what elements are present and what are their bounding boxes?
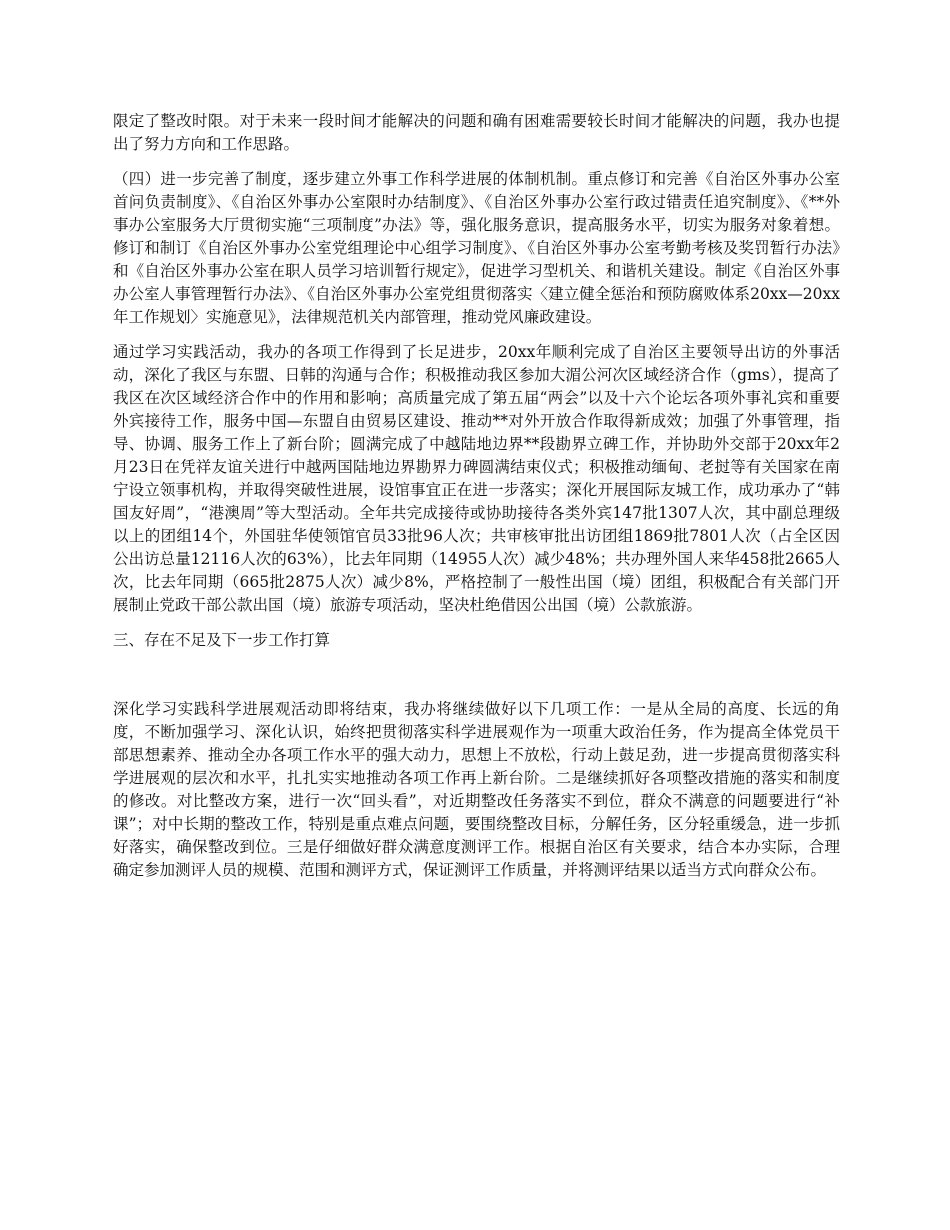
document-page: [113, 110, 840, 894]
paragraph-next-steps: 深化学习实践科学进展观活动即将结束，我办将继续做好以下几项工作：一是从全局的高度、长远的角度，不断加强学习、深化认识，始终把贯彻落实科学进展观作为一项重大政治任务，作为提高全体党员干部思想素养、推动全办各项工作水平的强大动力，思想上不放松，行动上鼓足劲，进一步提高贯彻落实科学进展观的层次和水平，扎扎实实地推动各项工作再上新台阶。二是继续抓好各项整改措施的落实和制度的修改。对比整改方案，进行一次“回头看”，对近期整改任务落实不到位，群众不满意的问题要进行“补课”；对中长期的整改工作，特别是重点难点问题，要围绕整改目标，分解任务，区分轻重缓急，进一步抓好落实，确保整改到位。三是仔细做好群众满意度测评工作。根据自治区有关要求，结合本办实际，合理确定参加测评人员的规模、范围和测评方式，保证测评工作质量，并将测评结果以适当方式向群众公布。: [113, 700, 840, 879]
paragraph-rectification-deadline: 限定了整改时限。对于未来一段时间才能解决的问题和确有困难需要较长时间才能解决的问题，我办也提出了努力方向和工作思路。: [113, 112, 840, 153]
paragraph-work-achievements: 通过学习实践活动，我办的各项工作得到了长足进步，20xx年顺利完成了自治区主要领导出访的外事活动，深化了我区与东盟、日韩的沟通与合作；积极推动我区参加大湄公河次区域经济合作（gms），提高了我区在次区域经济合作中的作用和影响；高质量完成了第五届“两会”以及十六个论坛各项外事礼宾和重要外宾接待工作，服务中国—东盟自由贸易区建设、推动**对外开放合作取得新成效；加强了外事管理，指导、协调、服务工作上了新台阶；圆满完成了中越陆地边界**段勘界立碑工作，并协助外交部于20xx年2月23日在凭祥友谊关进行中越两国陆地边界勘界力碑圆满结束仪式；积极推动缅甸、老挝等有关国家在南宁设立领事机构，并取得突破性进展，设馆事宜正在进一步落实；深化开展国际友城工作，成功承办了“韩国友好周”，“港澳周”等大型活动。全年共完成接待或协助接待各类外宾147批1307人次，其中副总理级以上的团组14个，外国驻华使领馆官员33批96人次；共审核审批出访团组1869批7801人次（占全区因公出访总量12116人次的63%），比去年同期（14955人次）减少48%；共办理外国人来华458批2665人次，比去年同期（665批2875人次）减少8%，严格控制了一般性出国（境）团组，积极配合有关部门开展制止党政干部公款出国（境）旅游专项活动，坚决杜绝借因公出国（境）公款旅游。: [113, 343, 840, 614]
section-heading: 三、存在不足及下一步工作打算: [113, 631, 331, 649]
paragraph-system-improvement: （四）进一步完善了制度，逐步建立外事工作科学进展的体制机制。重点修订和完善《自治区外事办公室首问负责制度》、《自治区外事办公室限时办结制度》、《自治区外事办公室行政过错责任追究制度》、《**外事办公室服务大厅贯彻实施“三项制度”办法》等，强化服务意识，提高服务水平，切实为服务对象着想。修订和制订《自治区外事办公室党组理论中心组学习制度》、《自治区外事办公室考勤考核及奖罚暂行办法》和《自治区外事办公室在职人员学习培训暂行规定》，促进学习型机关、和谐机关建设。制定《自治区外事办公室人事管理暂行办法》、《自治区外事办公室党组贯彻落实〈建立健全惩治和预防腐败体系20xx—20xx年工作规划〉实施意见》，法律规范机关内部管理，推动党风廉政建设。: [113, 170, 840, 326]
section-spacer: [113, 652, 840, 698]
